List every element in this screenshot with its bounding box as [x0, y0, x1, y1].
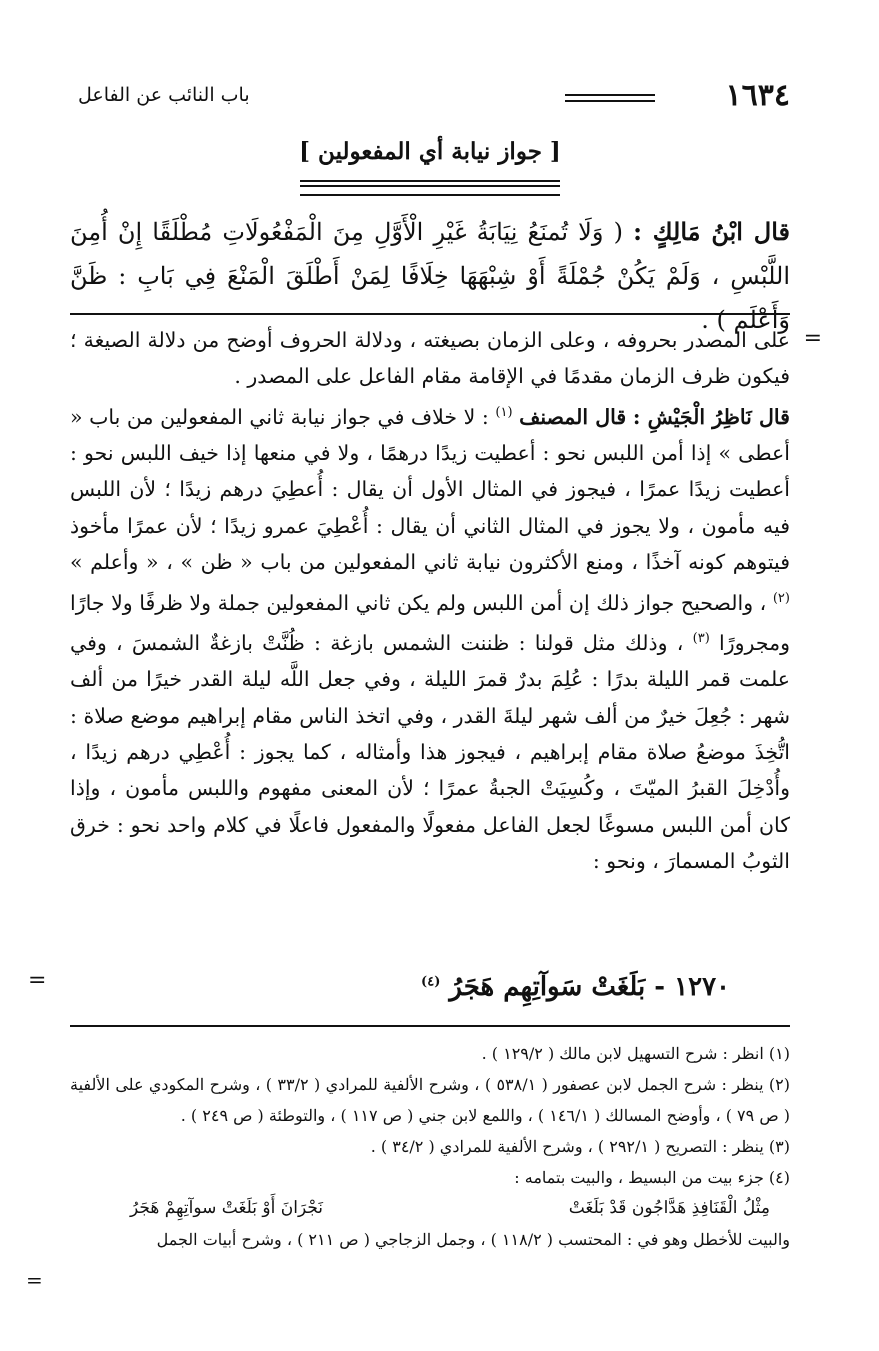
commentary-continuation: على المصدر بحروفه ، وعلى الزمان بصيغته ، ودلالة الحروف أوضح من دلالة الصيغة ؛ فيكون ظرف الزمان مقدمًا في الإقامة مقام الفاعل على المصدر .: [70, 328, 790, 389]
commentary-body-3: ، وذلك مثل قولنا : ظننت الشمس بازغة : ظُنَّتْ بازغةٌ الشمسَ ، وفي علمت قمر الليلة بدرًا : عُلِمَ بدرٌ قمرَ الليلة ، وفي جعل اللَّه ليلة القدر خيرًا من ألف شهر : جُعِلَ خيرٌ من ألف شهر ليلةَ القدر ، وفي اتخذ الناس مقام إبراهيم موضع صلاة : اتُّخِذَ موضعُ صلاة مقام إبراهيم ، فيجوز هذا وأمثاله ، كما يجوز : أُعْطِي درهم زيدًا ، وأُدْخِلَ القبرُ الميّتَ ، وكُسِيَتْ الجبةُ عمرًا ؛ لأن المعنى مفهوم واللبس مأمون ، وإذا كان أمن اللبس مسوغًا لجعل الفاعل مفعولًا والمفعول فاعلًا في كلام واحد نحو : خرق الثوبُ المسمارَ ، ونحو :: [70, 630, 790, 874]
footnote-ref-4: (٤): [421, 974, 441, 990]
footnote-ref-3: (٣): [692, 630, 710, 646]
chapter-title: باب النائب عن الفاعل: [78, 84, 250, 106]
running-header: [70, 78, 790, 118]
footnote-3: (٣) ينظر : التصريح ( ٢٩٢/١ ) ، وشرح الألفية للمرادي ( ٣٤/٢ ) .: [370, 1137, 790, 1156]
matn-body: ( وَلَا تُمنَعُ نِيَابَةُ غَيْرِ الْأَوَّلِ مِنَ الْمَفْعُولَاتِ مُطْلَقًا إِنْ أُمِنَ اللَّبْسِ ، وَلَمْ يَكُنْ جُمْلَةً أَوْ شِبْهَهَا خِلَافًا لِمَنْ أَطْلَقَ الْمَنْعَ فِي بَابِ : ظَنَّ وَأَعْلَم ) .: [70, 218, 790, 334]
author-label: قال المصنف: [519, 404, 627, 429]
verse-citation: [170, 972, 730, 1002]
matn-divider: [70, 313, 790, 315]
poem-second-hemistich: نَجْرَانَ أَوْ بَلَغَتْ سوآتِهِمْ هَجَرُ: [130, 1198, 324, 1218]
commentary-body-2: ، والصحيح جواز ذلك إن أمن اللبس ولم يكن ثاني المفعولين جملة ولا ظرفًا ولا جارًا ومجرورًا: [70, 590, 790, 655]
footnote-ref-1: (١): [495, 404, 513, 420]
header-rule: [565, 94, 655, 102]
commentary: [70, 322, 790, 880]
footnote-4-source: والبيت للأخطل وهو في : المحتسب ( ١١٨/٢ ) ، وجمل الزجاجي ( ص ٢١١ ) ، وشرح أبيات الجمل: [156, 1230, 790, 1249]
commentary-paragraph: [70, 395, 790, 880]
continuation-mark-top: =: [803, 326, 822, 351]
footnote-1: (١) انظر : شرح التسهيل لابن مالك ( ١٢٩/٢ ) .: [481, 1044, 790, 1063]
poem-first-hemistich: مِثْلُ الْقَنَافِذِ هَدَّاجُون قَدْ بَلَغَتْ: [568, 1198, 770, 1218]
verse-text: ١٢٧٠ - بَلَغَتْ سَوآتِهِم هَجَرُ: [449, 972, 730, 1002]
footnote-ref-2: (٢): [772, 590, 790, 606]
footnote-4: (٤) جزء بيت من البسيط ، والبيت بتمامه :: [514, 1168, 790, 1187]
section-title: [ جواز نيابة أي المفعولين ]: [299, 138, 561, 165]
matn-speaker: قال ابْنُ مَالِكٍ :: [633, 217, 791, 246]
footnotes: [70, 1038, 790, 1255]
footnote-divider: [70, 1025, 790, 1027]
poem-line: [70, 1193, 790, 1224]
continuation-mark-verse: =: [28, 968, 47, 993]
title-ornament-rule: [300, 180, 560, 196]
page-number: ١٦٣٤: [725, 78, 790, 113]
footnote-2: (٢) ينظر : شرح الجمل لابن عصفور ( ٥٣٨/١ ) ، وشرح الألفية للمرادي ( ٣٣/٢ ) ، وشرح المكودي على الألفية ( ص ٧٩ ) ، وأوضح المسالك ( ١٤٦/١ ) ، واللمع لابن جني ( ص ١١٧ ) ، والتوطئة ( ص ٢٤٩ ) .: [70, 1075, 791, 1125]
commentary-body-1: : لا خلاف في جواز نيابة ثاني المفعولين من باب « أعطى » إذا أمن اللبس نحو : أعطيت زيدًا درهمًا ، ولا في منعها إذا خيف اللبس نحو : أعطيت زيدًا عمرًا ، فيجوز في المثال الأول أن يقال : أُعطِيَ درهم زيدًا ؛ لأن اللبس فيه مأمون ، ولا يجوز في المثال الثاني أن يقال : أُعْطِيَ عمرو زيدًا ؛ لأن عمرًا مأخوذ فيتوهم كونه آخذًا ، ومنع الأكثرون نيابة ثاني المفعولين من باب « ظن » ، « وأعلم »: [70, 404, 790, 575]
continuation-mark-footnote: =: [26, 1268, 43, 1292]
book-page: [26, 60, 822, 1300]
commentary-speaker: قال نَاظِرُ الْجَيْشِ :: [632, 404, 790, 429]
